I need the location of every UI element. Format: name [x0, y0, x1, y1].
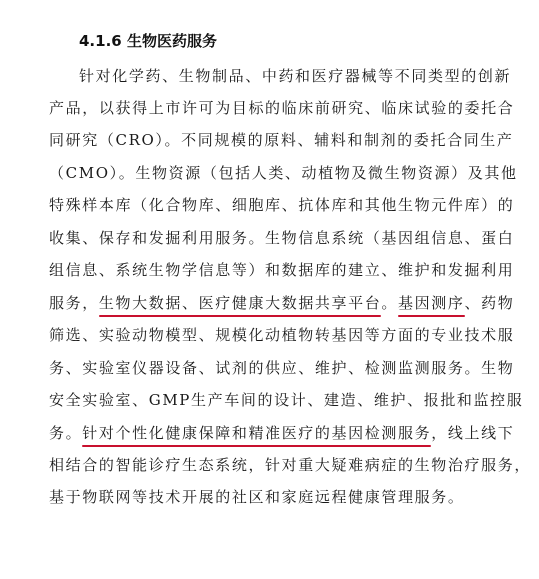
underlined-phrase-gene-testing-service: 针对个性化健康保障和精准医疗的基因检测服务: [82, 424, 432, 442]
paragraph-line-5: 特殊样本库（化合物库、细胞库、抗体库和其他生物元件库）的: [49, 196, 515, 214]
paragraph-line-12: [49, 423, 515, 443]
paragraph-line-8: [49, 293, 515, 313]
line-8-suffix: 、药物: [464, 294, 515, 312]
line-12-suffix: ，线上线下: [431, 424, 515, 442]
section-number: 4.1.6: [79, 32, 122, 50]
paragraph-line-10: 务、实验室仪器设备、试剂的供应、维护、检测监测服务。生物: [49, 359, 515, 377]
paragraph-line-7: 组信息、系统生物学信息等）和数据库的建立、维护和发掘利用: [49, 261, 515, 279]
underlined-phrase-big-data-platform: 生物大数据、医疗健康大数据共享平台: [98, 294, 382, 312]
paragraph-line-9: 筛选、实验动物模型、规模化动植物转基因等方面的专业技术服: [49, 326, 515, 344]
line-8-mid: 。: [381, 294, 399, 312]
underlined-phrase-gene-sequencing: 基因测序: [398, 294, 465, 312]
section-title: 生物医药服务: [126, 32, 217, 50]
line-8-prefix: 服务，: [49, 294, 99, 312]
line-12-prefix: 务。: [49, 424, 83, 442]
section-heading: [79, 31, 217, 51]
paragraph-line-14: 基于物联网等技术开展的社区和家庭远程健康管理服务。: [49, 488, 465, 506]
paragraph-line-3: 同研究（CRO）。不同规模的原料、辅料和制剂的委托合同生产: [49, 131, 514, 149]
paragraph-line-2: 产品，以获得上市许可为目标的临床前研究、临床试验的委托合: [49, 99, 515, 117]
paragraph-line-11: 安全实验室、GMP生产车间的设计、建造、维护、报批和监控服: [49, 391, 524, 409]
paragraph-line-4: （CMO）。生物资源（包括人类、动植物及微生物资源）及其他: [49, 164, 518, 182]
paragraph-line-13: 相结合的智能诊疗生态系统，针对重大疑难病症的生物治疗服务，: [49, 456, 531, 474]
paragraph-line-6: 收集、保存和发掘利用服务。生物信息系统（基因组信息、蛋白: [49, 229, 515, 247]
paragraph-line-1: 针对化学药、生物制品、中药和医疗器械等不同类型的创新: [79, 67, 512, 85]
